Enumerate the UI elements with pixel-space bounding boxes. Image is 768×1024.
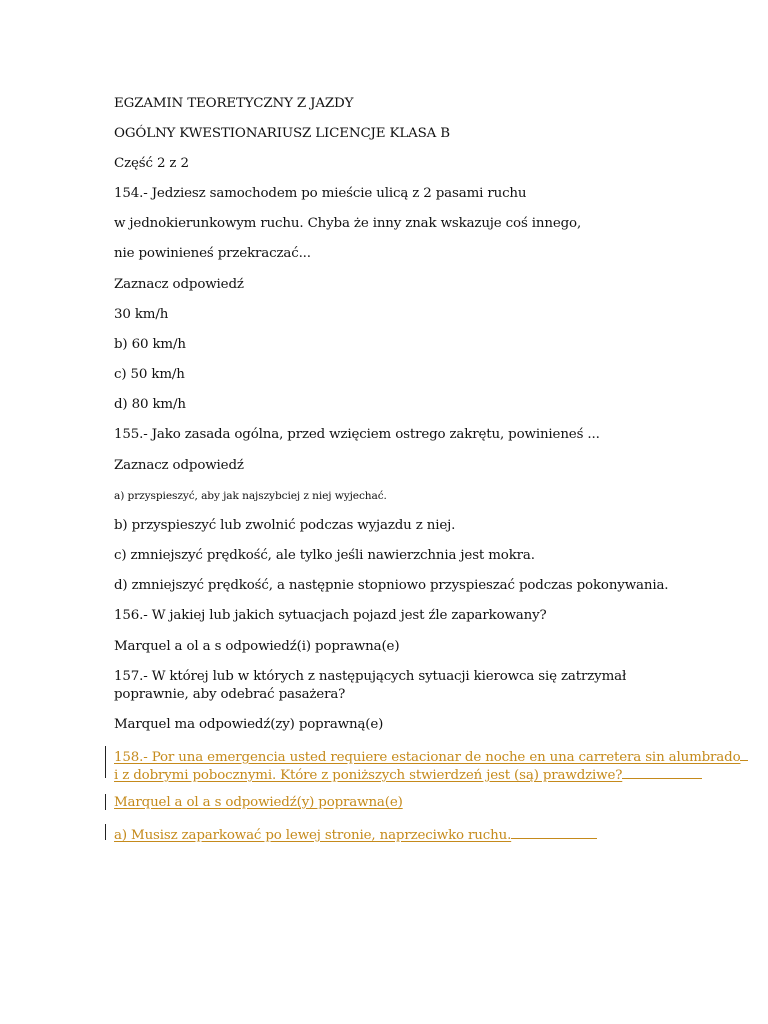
document-title: EGZAMIN TEORETYCZNY Z JAZDY [114, 96, 354, 111]
change-bar [105, 794, 106, 810]
question-155-line-1: 155.- Jako zasada ogólna, przed wzięciem ostrego zakrętu, powinieneś ... [114, 427, 600, 442]
change-bar [105, 824, 106, 840]
document-part: Część 2 z 2 [114, 156, 189, 171]
question-155-answer-d: d) zmniejszyć prędkość, a następnie stopniowo przyspieszać podczas pokonywania. [114, 578, 669, 593]
question-155-instruction: Zaznacz odpowiedź [114, 458, 244, 473]
question-158-answer-a-text: a) Musisz zaparkować po lewej stronie, naprzeciwko ruchu. [114, 828, 512, 843]
question-154-line-1: 154.- Jedziesz samochodem po mieście ulicą z 2 pasami ruchu [114, 186, 527, 201]
change-bar [105, 746, 106, 778]
question-156-line-1: 156.- W jakiej lub jakich sytuacjach pojazd jest źle zaparkowany? [114, 608, 547, 623]
question-154-line-3: nie powinieneś przekraczać... [114, 246, 311, 261]
question-158-answer-a [114, 824, 597, 845]
question-158-line-1-text: 158.- Por una emergencia usted requiere estacionar de noche en una carretera sin alumbrado [114, 750, 741, 765]
question-158-line-2-text: i z dobrymi pobocznymi. Które z poniższych stwierdzeń jest (są) prawdziwe? [114, 768, 623, 783]
underline-fill [622, 764, 702, 779]
question-154-answer-d: d) 80 km/h [114, 397, 186, 412]
question-155-answer-a: a) przyspieszyć, aby jak najszybciej z niej wyjechać. [114, 490, 387, 502]
question-158-line-2 [114, 764, 702, 785]
question-158-instruction: Marquel a ol a s odpowiedź(y) poprawna(e) [114, 795, 403, 810]
question-155-answer-b: b) przyspieszyć lub zwolnić podczas wyjazdu z niej. [114, 518, 456, 533]
document-subtitle: OGÓLNY KWESTIONARIUSZ LICENCJE KLASA B [114, 126, 450, 141]
question-155-answer-c: c) zmniejszyć prędkość, ale tylko jeśli nawierzchnia jest mokra. [114, 548, 535, 563]
underline-fill [740, 746, 748, 761]
question-154-answer-b: b) 60 km/h [114, 337, 186, 352]
question-157-line-1: 157.- W której lub w których z następujących sytuacji kierowca się zatrzymał [114, 669, 627, 684]
question-157-instruction: Marquel ma odpowiedź(zy) poprawną(e) [114, 717, 384, 732]
question-157-line-2: poprawnie, aby odebrać pasażera? [114, 687, 346, 702]
question-154-answer-a: 30 km/h [114, 307, 169, 322]
underline-fill [511, 824, 597, 839]
question-156-instruction: Marquel a ol a s odpowiedź(i) poprawna(e) [114, 639, 400, 654]
question-154-answer-c: c) 50 km/h [114, 367, 185, 382]
question-154-instruction: Zaznacz odpowiedź [114, 277, 244, 292]
question-154-line-2: w jednokierunkowym ruchu. Chyba że inny znak wskazuje coś innego, [114, 216, 582, 231]
